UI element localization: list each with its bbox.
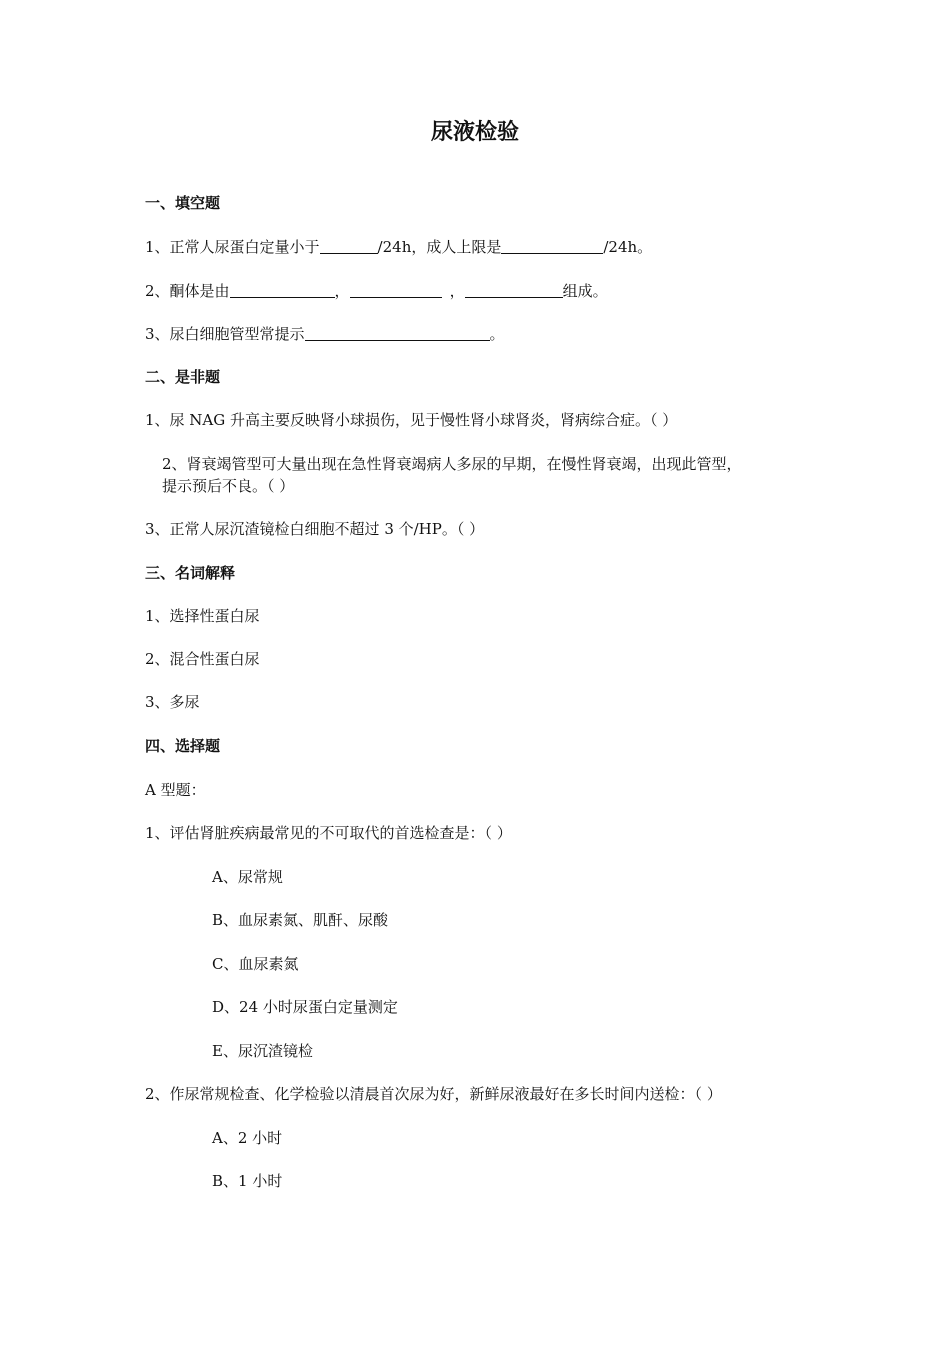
fill-blank-question-2	[145, 281, 608, 301]
question-text: 。	[489, 325, 505, 343]
true-false-question-1: 1、尿 NAG 升高主要反映肾小球损伤，见于慢性肾小球肾炎，肾病综合症。（ ）	[145, 411, 678, 429]
term-item: 3、多尿	[145, 693, 200, 711]
choice-option[interactable]: B、1 小时	[212, 1172, 283, 1190]
answer-blank[interactable]	[350, 281, 442, 298]
answer-blank[interactable]	[320, 237, 378, 254]
section-heading-terms: 三、名词解释	[145, 564, 236, 582]
true-false-question-2-line-2: 提示预后不良。（ ）	[162, 477, 295, 495]
question-text: 2、酮体是由	[145, 282, 230, 300]
choice-option[interactable]: B、血尿素氮、肌酐、尿酸	[212, 911, 389, 929]
choice-option[interactable]: A、2 小时	[212, 1129, 283, 1147]
answer-blank[interactable]	[230, 281, 335, 298]
choice-question-1-stem: 1、评估肾脏疾病最常见的不可取代的首选检查是：（ ）	[145, 824, 512, 842]
document-title: 尿液检验	[430, 120, 519, 145]
section-heading-fill-blank: 一、填空题	[145, 194, 221, 212]
term-item: 2、混合性蛋白尿	[145, 650, 260, 668]
choice-option[interactable]: E、尿沉渣镜检	[212, 1042, 313, 1060]
question-text: 组成。	[562, 282, 608, 300]
question-text: /24h。	[603, 238, 653, 256]
choice-option[interactable]: A、尿常规	[212, 868, 283, 886]
separator: ，	[334, 282, 350, 300]
true-false-question-3: 3、正常人尿沉渣镜检白细胞不超过 3 个/HP。（ ）	[145, 520, 485, 538]
question-text: /24h，成人上限是	[377, 238, 502, 256]
true-false-question-2-line-1: 2、肾衰竭管型可大量出现在急性肾衰竭病人多尿的早期，在慢性肾衰竭，出现此管型，	[162, 455, 742, 473]
question-text: 1、正常人尿蛋白定量小于	[145, 238, 320, 256]
choice-question-2-stem: 2、作尿常规检查、化学检验以清晨首次尿为好，新鲜尿液最好在多长时间内送检：（ ）	[145, 1085, 722, 1103]
fill-blank-question-3	[145, 324, 505, 344]
section-heading-true-false: 二、是非题	[145, 368, 221, 386]
question-text: 3、尿白细胞管型常提示	[145, 325, 305, 343]
choice-option[interactable]: C、血尿素氮	[212, 955, 299, 973]
term-item: 1、选择性蛋白尿	[145, 607, 260, 625]
question-type-label: A 型题：	[145, 781, 206, 799]
answer-blank[interactable]	[465, 281, 563, 298]
answer-blank[interactable]	[501, 237, 603, 254]
answer-blank[interactable]	[305, 324, 490, 341]
choice-option[interactable]: D、24 小时尿蛋白定量测定	[212, 998, 398, 1016]
separator: ，	[449, 282, 465, 300]
section-heading-choice: 四、选择题	[145, 737, 221, 755]
fill-blank-question-1	[145, 237, 652, 257]
